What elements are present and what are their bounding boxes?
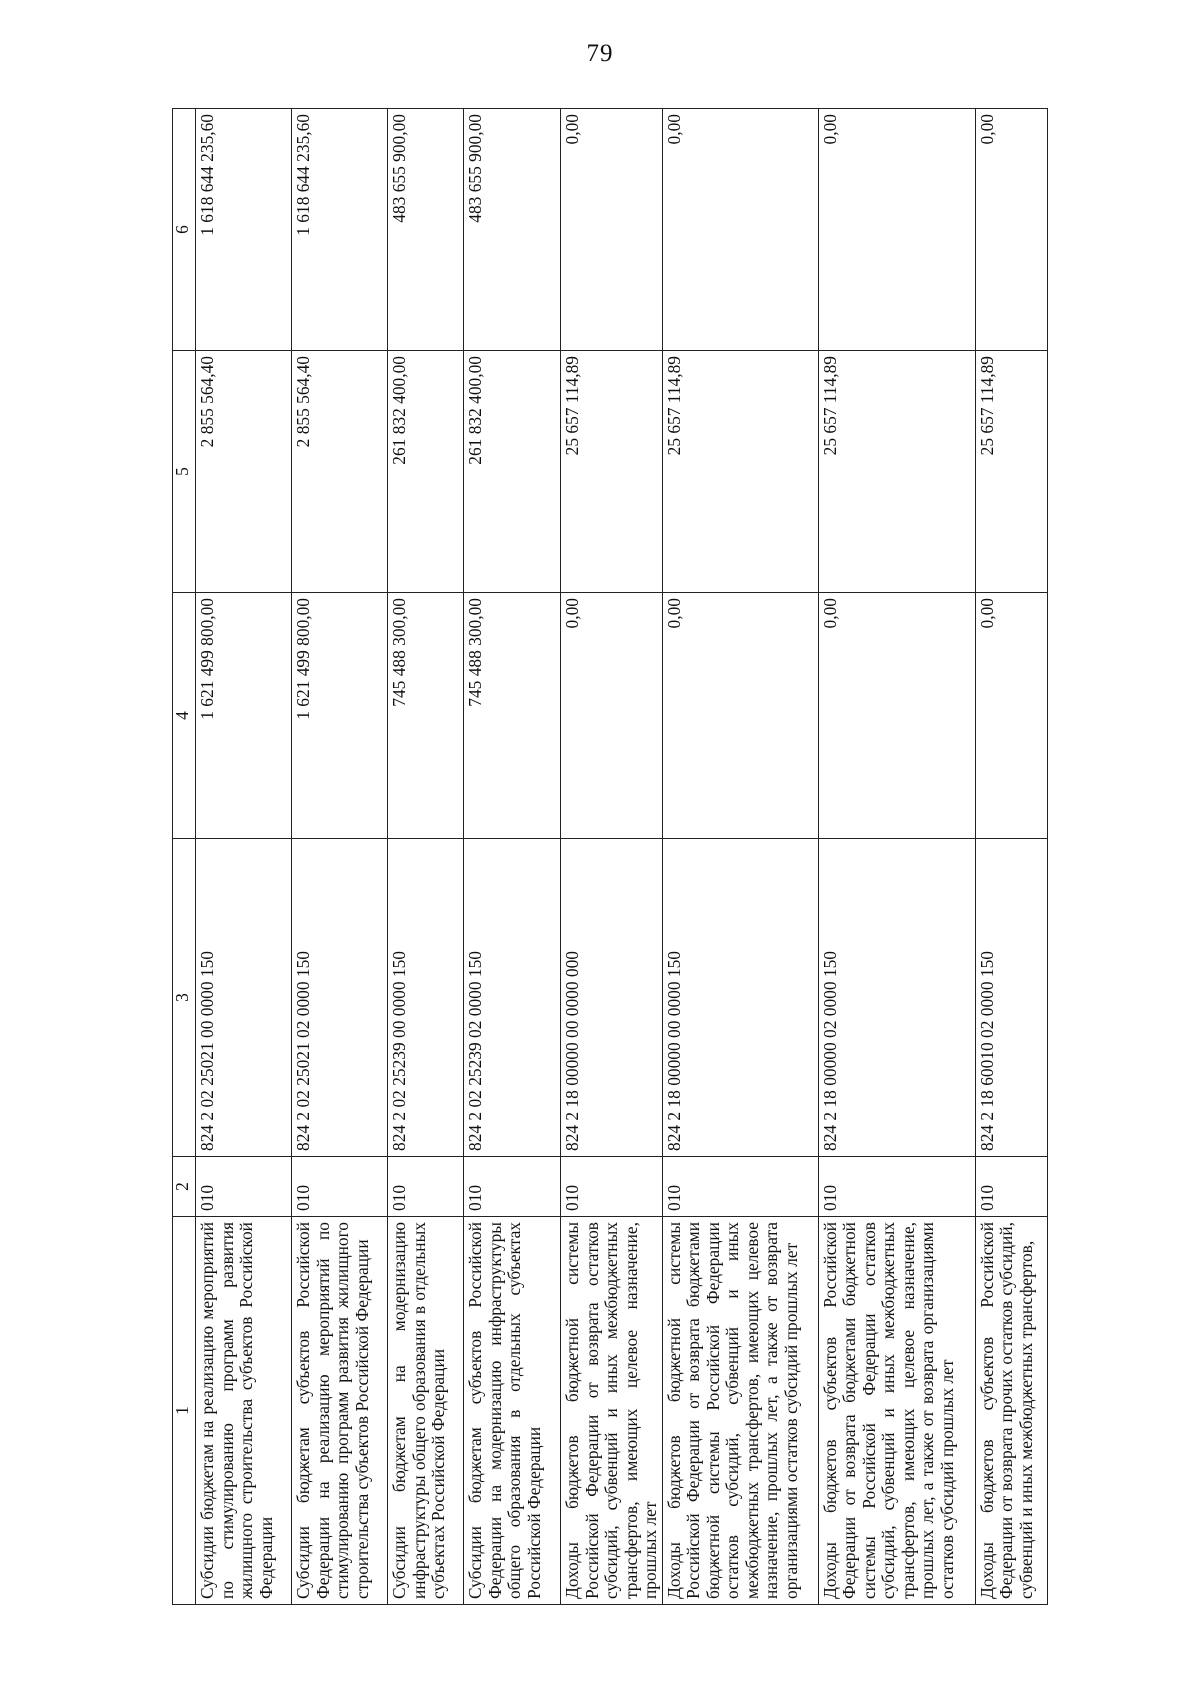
col-header-1: 1 — [173, 1217, 196, 1605]
cell-col4: 745 488 300,00 — [464, 593, 561, 839]
cell-col4: 745 488 300,00 — [388, 593, 464, 839]
cell-name: Доходы бюджетов субъектов Российской Федерации от возврата прочих остатков субсидий, субвенций и иных межбюджетных трансфертов, — [975, 1217, 1047, 1605]
cell-col6: 0,00 — [975, 109, 1047, 351]
cell-col5: 25 657 114,89 — [561, 351, 663, 593]
page-number: 79 — [586, 40, 614, 67]
cell-code: 010 — [561, 1157, 663, 1217]
cell-col4: 0,00 — [662, 593, 818, 839]
cell-col4: 0,00 — [975, 593, 1047, 839]
cell-kbk: 824 2 02 25239 02 0000 150 — [464, 839, 561, 1157]
cell-col6: 483 655 900,00 — [464, 109, 561, 351]
cell-code: 010 — [292, 1157, 388, 1217]
cell-kbk: 824 2 02 25021 00 0000 150 — [196, 839, 292, 1157]
cell-col5: 25 657 114,89 — [975, 351, 1047, 593]
cell-code: 010 — [662, 1157, 818, 1217]
cell-col6: 0,00 — [662, 109, 818, 351]
cell-code: 010 — [464, 1157, 561, 1217]
table-row — [561, 109, 663, 1605]
cell-col5: 261 832 400,00 — [464, 351, 561, 593]
cell-col6: 1 618 644 235,60 — [196, 109, 292, 351]
table-row — [292, 109, 388, 1605]
cell-kbk: 824 2 18 00000 02 0000 150 — [818, 839, 975, 1157]
col-header-5: 5 — [173, 351, 196, 593]
table-row — [818, 109, 975, 1605]
cell-col6: 0,00 — [818, 109, 975, 351]
cell-col6: 483 655 900,00 — [388, 109, 464, 351]
table-row — [975, 109, 1047, 1605]
col-header-3: 3 — [173, 839, 196, 1157]
cell-col6: 0,00 — [561, 109, 663, 351]
cell-code: 010 — [818, 1157, 975, 1217]
cell-name: Субсидии бюджетам на модернизацию инфраструктуры общего образования в отдельных субъектах Российской Федерации — [388, 1217, 464, 1605]
cell-col5: 261 832 400,00 — [388, 351, 464, 593]
cell-name: Доходы бюджетов бюджетной системы Российской Федерации от возврата остатков субсидий, субвенций и иных межбюджетных трансфертов, имеющих целевое назначение, прошлых лет — [561, 1217, 663, 1605]
cell-kbk: 824 2 18 00000 00 0000 150 — [662, 839, 818, 1157]
cell-code: 010 — [388, 1157, 464, 1217]
table-row — [662, 109, 818, 1605]
cell-col5: 25 657 114,89 — [662, 351, 818, 593]
cell-col4: 0,00 — [561, 593, 663, 839]
table-row — [196, 109, 292, 1605]
table-row — [464, 109, 561, 1605]
cell-name: Субсидии бюджетам на реализацию мероприятий по стимулированию программ развития жилищного строительства субъектов Российской Федерации — [196, 1217, 292, 1605]
cell-kbk: 824 2 02 25021 02 0000 150 — [292, 839, 388, 1157]
cell-col5: 25 657 114,89 — [818, 351, 975, 593]
cell-kbk: 824 2 18 00000 00 0000 000 — [561, 839, 663, 1157]
col-header-4: 4 — [173, 593, 196, 839]
cell-name: Доходы бюджетов субъектов Российской Федерации от возврата бюджетами бюджетной системы Российской Федерации остатков субсидий, субвенций и иных межбюджетных трансфертов, имеющих целевое назначение, прошлых лет, а также от возврата организациями остатков субсидий прошлых лет — [818, 1217, 975, 1605]
cell-col6: 1 618 644 235,60 — [292, 109, 388, 351]
table-row — [388, 109, 464, 1605]
cell-kbk: 824 2 18 60010 02 0000 150 — [975, 839, 1047, 1157]
cell-col4: 0,00 — [818, 593, 975, 839]
cell-name: Субсидии бюджетам субъектов Российской Федерации на модернизацию инфраструктуры общего образования в отдельных субъектах Российской Федерации — [464, 1217, 561, 1605]
cell-code: 010 — [196, 1157, 292, 1217]
col-header-6: 6 — [173, 109, 196, 351]
header-row — [173, 109, 196, 1605]
cell-name: Субсидии бюджетам субъектов Российской Федерации на реализацию мероприятий по стимулированию программ развития жилищного строительства субъектов Российской Федерации — [292, 1217, 388, 1605]
col-header-2: 2 — [173, 1157, 196, 1217]
cell-col4: 1 621 499 800,00 — [292, 593, 388, 839]
cell-kbk: 824 2 02 25239 00 0000 150 — [388, 839, 464, 1157]
cell-col5: 2 855 564,40 — [292, 351, 388, 593]
cell-code: 010 — [975, 1157, 1047, 1217]
cell-col5: 2 855 564,40 — [196, 351, 292, 593]
budget-table — [172, 108, 1048, 1605]
cell-name: Доходы бюджетов бюджетной системы Российской Федерации от возврата бюджетами бюджетной системы Российской Федерации остатков субсидий, субвенций и иных межбюджетных трансфертов, имеющих целевое назначение, прошлых лет, а также от возврата организациями остатков субсидий прошлых лет — [662, 1217, 818, 1605]
cell-col4: 1 621 499 800,00 — [196, 593, 292, 839]
